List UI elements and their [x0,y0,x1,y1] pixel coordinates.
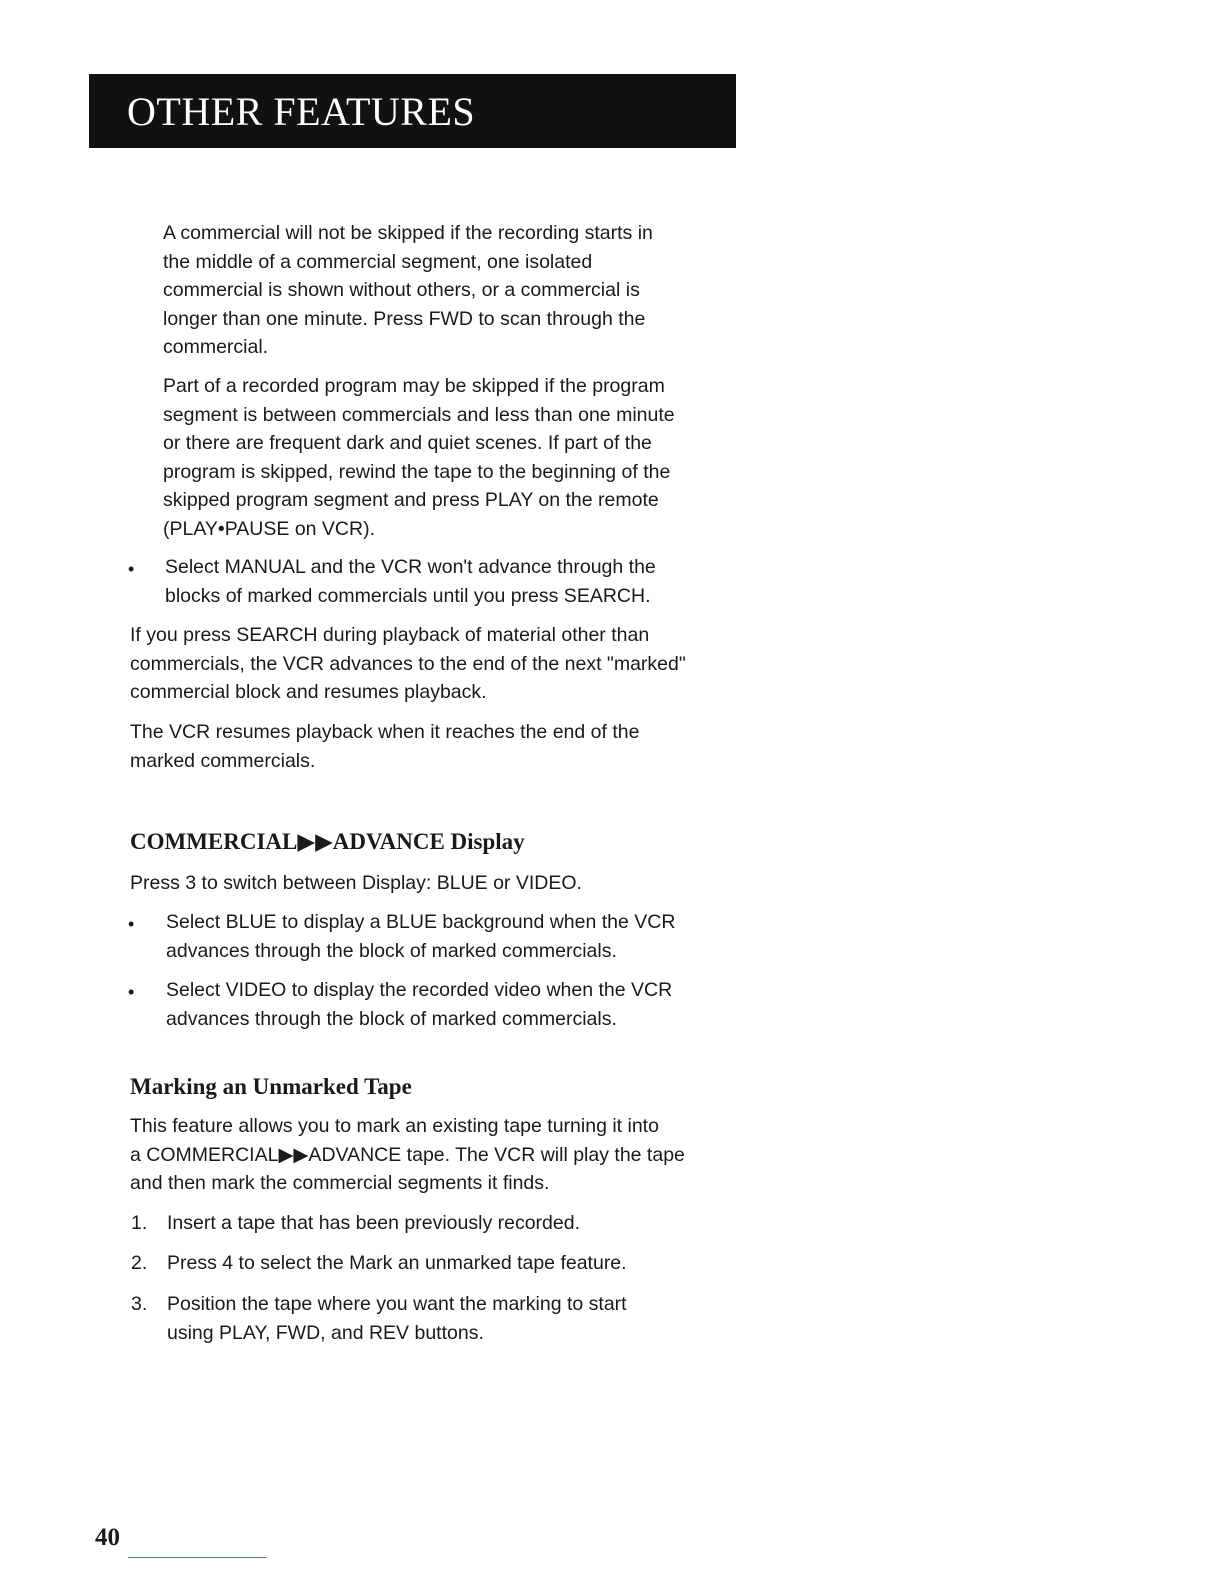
footer-rule [128,1557,267,1558]
paragraph-search-playback: If you press SEARCH during playback of material other than commercials, the VCR advances to the end of the next "marked" commercial block and resumes playback. [130,624,686,703]
bullet-marker: • [128,914,135,934]
page-number: 40 [95,1524,120,1551]
intro-paragraph-skip-conditions: A commercial will not be skipped if the recording starts in the middle of a commercial segment, one isolated commercial is shown without others, or a commercial is longer than one minute. Press FWD to scan through the commercial. [163,222,653,358]
intro-paragraph-program-skipped: Part of a recorded program may be skipped if the program segment is between commercials and less than one minute or there are frequent dark and quiet scenes. If part of the program is skipped, rewind the tape to the beginning of the skipped program segment and press PLAY on the remote (PLAY•PAUSE on VCR). [163,375,675,540]
bullet-marker: • [128,982,135,1002]
marking-section-intro: This feature allows you to mark an existing tape turning it into a COMMERCIAL▶▶ADVANCE tape. The VCR will play the tape and then mark the commercial segments it finds. [130,1115,685,1194]
marking-section-heading: Marking an Unmarked Tape [130,1074,412,1099]
paragraph-resume-playback: The VCR resumes playback when it reaches the end of the marked commercials. [130,721,640,772]
section-title: OTHER FEATURES [127,89,476,134]
section-header-bar [89,74,736,148]
step-number: 3. [131,1293,148,1315]
step-text: Press 4 to select the Mark an unmarked tape feature. [167,1252,627,1274]
display-section-intro: Press 3 to switch between Display: BLUE or VIDEO. [130,872,582,894]
step-text: Position the tape where you want the marking to start using PLAY, FWD, and REV buttons. [167,1293,627,1344]
bullet-blue-text: Select BLUE to display a BLUE background when the VCR advances through the block of marked commercials. [166,911,676,962]
step-number: 2. [131,1252,148,1274]
display-section-heading: COMMERCIAL▶▶ADVANCE Display [130,829,525,854]
bullet-marker: • [128,559,135,579]
bullet-video-text: Select VIDEO to display the recorded video when the VCR advances through the block of marked commercials. [166,979,673,1030]
step-text: Insert a tape that has been previously recorded. [167,1212,581,1234]
bullet-manual-text: Select MANUAL and the VCR won't advance through the blocks of marked commercials until you press SEARCH. [165,556,656,607]
step-number: 1. [131,1212,148,1234]
